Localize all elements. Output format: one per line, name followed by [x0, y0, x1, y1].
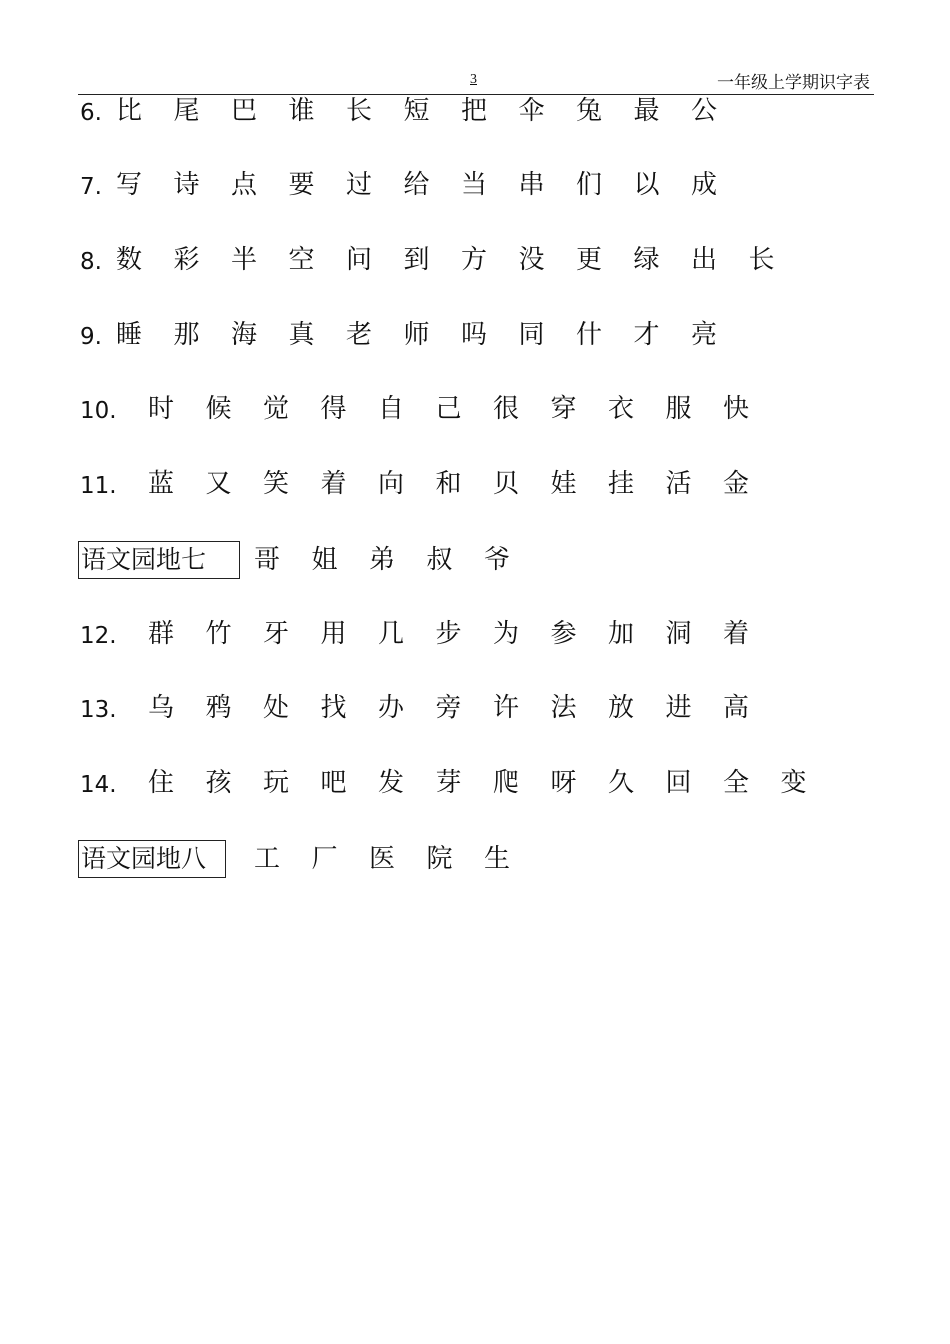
character: 鸦 [205, 693, 232, 723]
character: 亮 [691, 320, 718, 350]
character: 爷 [484, 545, 511, 575]
character: 发 [378, 768, 405, 798]
row-label: 14. [80, 772, 117, 798]
character-list [148, 691, 781, 725]
character-list [148, 617, 781, 651]
character: 彩 [173, 245, 200, 275]
lesson-row-6 [80, 94, 880, 134]
character: 以 [633, 170, 660, 200]
character: 回 [665, 768, 692, 798]
lesson-row-7 [80, 168, 880, 208]
row-label: 11. [80, 473, 117, 499]
character: 点 [231, 170, 258, 200]
character: 步 [435, 619, 462, 649]
character: 同 [518, 320, 545, 350]
character: 玩 [263, 768, 290, 798]
character: 得 [320, 394, 347, 424]
character: 们 [576, 170, 603, 200]
character: 挂 [608, 469, 635, 499]
row-label: 13. [80, 697, 117, 723]
language-garden-8-row [78, 842, 878, 882]
character: 真 [288, 320, 315, 350]
row-label: 6. [80, 100, 102, 126]
character: 笑 [263, 469, 290, 499]
character: 着 [723, 619, 750, 649]
character: 旁 [435, 693, 462, 723]
character-list [254, 842, 542, 876]
character: 问 [346, 245, 373, 275]
character: 爬 [493, 768, 520, 798]
character: 老 [346, 320, 373, 350]
character: 和 [435, 469, 462, 499]
character: 叔 [426, 545, 453, 575]
row-label: 7. [80, 174, 102, 200]
lesson-row-11 [80, 467, 880, 507]
character: 弟 [369, 545, 396, 575]
character: 住 [148, 768, 175, 798]
character: 谁 [288, 96, 315, 126]
character: 成 [691, 170, 718, 200]
character-list [148, 392, 781, 426]
lesson-row-10 [80, 392, 880, 432]
lesson-row-14 [80, 766, 880, 806]
character: 金 [723, 469, 750, 499]
character: 快 [723, 394, 750, 424]
character: 短 [403, 96, 430, 126]
character: 伞 [518, 96, 545, 126]
character: 贝 [493, 469, 520, 499]
character: 加 [608, 619, 635, 649]
character: 又 [205, 469, 232, 499]
character: 自 [378, 394, 405, 424]
character: 许 [493, 693, 520, 723]
character: 向 [378, 469, 405, 499]
character: 医 [369, 844, 396, 874]
character: 更 [576, 245, 603, 275]
character-list [116, 168, 749, 202]
character: 师 [403, 320, 430, 350]
character: 蓝 [148, 469, 175, 499]
character: 全 [723, 768, 750, 798]
character: 那 [173, 320, 200, 350]
character: 长 [346, 96, 373, 126]
character: 生 [484, 844, 511, 874]
language-garden-7-row [78, 543, 878, 583]
character: 服 [665, 394, 692, 424]
character: 给 [403, 170, 430, 200]
character: 牙 [263, 619, 290, 649]
character: 要 [288, 170, 315, 200]
character: 串 [518, 170, 545, 200]
character: 觉 [263, 394, 290, 424]
character: 参 [550, 619, 577, 649]
character: 吧 [320, 768, 347, 798]
character: 吗 [461, 320, 488, 350]
character: 把 [461, 96, 488, 126]
row-label: 12. [80, 623, 117, 649]
character: 出 [691, 245, 718, 275]
character: 乌 [148, 693, 175, 723]
character: 己 [435, 394, 462, 424]
character-list [148, 766, 838, 800]
character: 绿 [633, 245, 660, 275]
character: 变 [780, 768, 807, 798]
character: 群 [148, 619, 175, 649]
character: 巴 [231, 96, 258, 126]
character: 呀 [550, 768, 577, 798]
character-list [148, 467, 781, 501]
character: 什 [576, 320, 603, 350]
character: 进 [665, 693, 692, 723]
character: 诗 [173, 170, 200, 200]
character: 厂 [311, 844, 338, 874]
character-list [116, 94, 749, 128]
character: 芽 [435, 768, 462, 798]
row-label: 8. [80, 249, 102, 275]
character: 办 [378, 693, 405, 723]
character: 衣 [608, 394, 635, 424]
character: 久 [608, 768, 635, 798]
character: 空 [288, 245, 315, 275]
character: 很 [493, 394, 520, 424]
character: 几 [378, 619, 405, 649]
character: 最 [633, 96, 660, 126]
character: 兔 [576, 96, 603, 126]
character: 娃 [550, 469, 577, 499]
character: 过 [346, 170, 373, 200]
character: 半 [231, 245, 258, 275]
character: 为 [493, 619, 520, 649]
character: 长 [748, 245, 775, 275]
row-label: 10. [80, 398, 117, 424]
character-list [116, 243, 806, 277]
character: 高 [723, 693, 750, 723]
character: 到 [403, 245, 430, 275]
character: 公 [691, 96, 718, 126]
character: 竹 [205, 619, 232, 649]
character-list [116, 318, 749, 352]
character: 海 [231, 320, 258, 350]
character: 活 [665, 469, 692, 499]
character: 没 [518, 245, 545, 275]
character: 院 [426, 844, 453, 874]
character: 候 [205, 394, 232, 424]
character: 找 [320, 693, 347, 723]
section-label-box: 语文园地八 [78, 840, 226, 878]
document-title: 一年级上学期识字表 [717, 73, 870, 93]
character: 洞 [665, 619, 692, 649]
character: 睡 [116, 320, 143, 350]
page-number: 3 [470, 72, 477, 87]
character: 比 [116, 96, 143, 126]
lesson-row-8 [80, 243, 880, 283]
character: 当 [461, 170, 488, 200]
character: 处 [263, 693, 290, 723]
section-label-box: 语文园地七 [78, 541, 240, 579]
lesson-row-9 [80, 318, 880, 358]
character-list [254, 543, 542, 577]
lesson-row-12 [80, 617, 880, 657]
character: 穿 [550, 394, 577, 424]
row-label: 9. [80, 324, 102, 350]
character: 数 [116, 245, 143, 275]
lesson-row-13 [80, 691, 880, 731]
character: 写 [116, 170, 143, 200]
character: 工 [254, 844, 281, 874]
character: 才 [633, 320, 660, 350]
character: 法 [550, 693, 577, 723]
character: 姐 [311, 545, 338, 575]
character: 着 [320, 469, 347, 499]
character: 时 [148, 394, 175, 424]
character: 孩 [205, 768, 232, 798]
character: 尾 [173, 96, 200, 126]
character: 方 [461, 245, 488, 275]
character: 放 [608, 693, 635, 723]
character: 哥 [254, 545, 281, 575]
page-header [78, 64, 874, 95]
character: 用 [320, 619, 347, 649]
